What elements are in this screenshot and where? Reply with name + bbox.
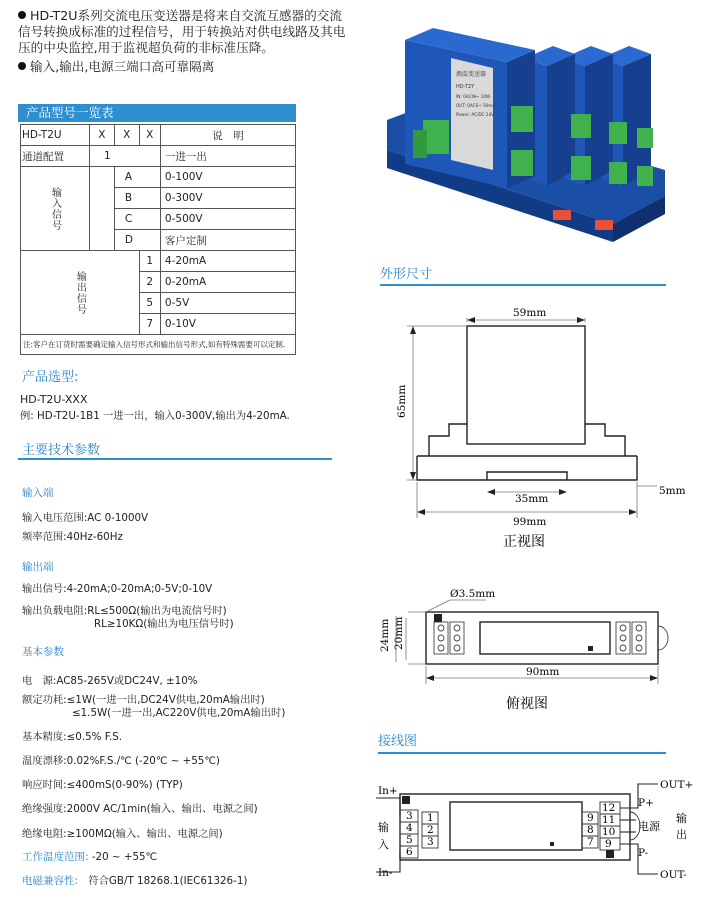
terminal-number: 3 bbox=[406, 810, 413, 822]
dim-width-35: 35mm bbox=[515, 493, 549, 505]
dim-width-90: 90mm bbox=[526, 666, 560, 678]
output-desc: 4-20mA bbox=[160, 251, 295, 272]
dims-title: 外形尺寸 bbox=[380, 267, 433, 282]
output-label-char: 输 bbox=[676, 812, 687, 825]
power-label: 电源 bbox=[638, 820, 660, 833]
front-view-caption: 正视图 bbox=[503, 534, 545, 550]
terminal-number: 6 bbox=[406, 846, 413, 858]
temperature-drift: 温度漂移:0.02%F.S./℃ (-20℃ ~ +55℃) bbox=[22, 755, 220, 767]
model-table bbox=[20, 124, 296, 355]
insulation-strength: 绝缘强度:2000V AC/1min(输入、输出、电源之间) bbox=[22, 803, 258, 815]
terminal-number: 9 bbox=[605, 838, 612, 850]
consumption-ac: ≤1.5W(一进一出,AC220V供电,20mA输出时) bbox=[72, 707, 286, 719]
output-code: 1 bbox=[139, 251, 160, 272]
specs-title: 主要技术参数 bbox=[22, 443, 101, 458]
wiring-diagram bbox=[370, 776, 700, 896]
terminal-number: 4 bbox=[406, 822, 413, 834]
input-desc: 0-300V bbox=[160, 188, 295, 209]
accuracy: 基本精度:≤0.5% F.S. bbox=[22, 731, 123, 743]
product-label-line: OUT: 0ACS~ 50mA bbox=[456, 103, 496, 108]
input-code: B bbox=[114, 188, 160, 209]
bullet-icon bbox=[18, 11, 26, 19]
dim-width-59: 59mm bbox=[513, 307, 547, 319]
input-label: 输入信号 bbox=[49, 186, 61, 231]
product-label-line: 测温变送器 bbox=[456, 71, 487, 78]
terminal-number: 11 bbox=[602, 814, 616, 826]
table-row bbox=[21, 146, 296, 167]
input-plus-label: In+ bbox=[378, 785, 398, 797]
table-row bbox=[21, 125, 296, 146]
output-label-char: 出 bbox=[676, 828, 687, 841]
emc-label: 电磁兼容性: bbox=[22, 875, 79, 887]
output-code: 2 bbox=[139, 272, 160, 293]
dim-width-99: 99mm bbox=[513, 516, 547, 528]
front-view-drawing bbox=[395, 296, 695, 558]
output-desc: 0-10V bbox=[160, 314, 295, 335]
top-view-drawing bbox=[370, 580, 690, 720]
input-label-char: 入 bbox=[378, 838, 389, 851]
empty-cell bbox=[90, 167, 115, 251]
dim-height-20: 20mm bbox=[393, 616, 405, 650]
power-minus-label: P- bbox=[638, 847, 649, 859]
divider bbox=[18, 458, 332, 460]
model-code-cell: HD-T2U bbox=[21, 125, 90, 146]
terminal-number: 3 bbox=[427, 836, 434, 848]
product-photo bbox=[375, 10, 675, 242]
input-minus-label: In- bbox=[378, 867, 393, 879]
consumption-dc: 额定功耗:≤1W(一进一出,DC24V供电,20mA输出时) bbox=[22, 694, 265, 706]
channel-code: 1 bbox=[90, 146, 161, 167]
terminal-number: 2 bbox=[427, 824, 434, 836]
table-row bbox=[21, 167, 296, 188]
bullet-icon bbox=[18, 62, 26, 70]
input-voltage: 输入电压范围:AC 0-1000V bbox=[22, 512, 149, 524]
load-voltage: RL≥10KΩ(输出为电压信号时) bbox=[94, 618, 234, 630]
working-temp-value: -20 ~ +55℃ bbox=[91, 851, 158, 863]
output-code: 5 bbox=[139, 293, 160, 314]
intro-paragraph: HD-T2U系列交流电压变送器是将来自交流互感器的交流信号转换成标准的过程信号，用于转换站对供电线路及其电压的中央监控,用于监视超负荷的非标准压降。 bbox=[18, 8, 346, 55]
input-desc: 0-500V bbox=[160, 209, 295, 230]
model-table-title: 产品型号一览表 bbox=[18, 104, 296, 122]
output-section-title: 输出端 bbox=[22, 561, 54, 573]
table-row bbox=[21, 251, 296, 272]
output-plus-label: OUT+ bbox=[660, 779, 694, 791]
output-code: 7 bbox=[139, 314, 160, 335]
output-desc: 0-20mA bbox=[160, 272, 295, 293]
selection-title: 产品选型: bbox=[22, 370, 79, 385]
product-label-line: HD-T2Y bbox=[456, 84, 475, 90]
input-label-cell bbox=[21, 167, 90, 251]
input-label-char: 输 bbox=[378, 821, 389, 834]
output-desc: 0-5V bbox=[160, 293, 295, 314]
hole-diameter: Ø3.5mm bbox=[450, 588, 496, 600]
terminal-number: 1 bbox=[427, 812, 434, 824]
terminal-number: 9 bbox=[587, 812, 594, 824]
channel-label: 通道配置 bbox=[21, 146, 90, 167]
input-code: D bbox=[114, 230, 160, 251]
table-note: 注:客户在订货时需要确定输入信号形式和输出信号形式,如有特殊需要可以定制. bbox=[21, 335, 296, 355]
terminal-number: 5 bbox=[406, 834, 413, 846]
frequency: 频率范围:40Hz-60Hz bbox=[22, 531, 123, 543]
terminal-number: 10 bbox=[602, 826, 616, 838]
top-view-caption: 俯视图 bbox=[506, 696, 548, 712]
response-time: 响应时间:≤400mS(0-90%) (TYP) bbox=[22, 779, 183, 791]
selection-example: 例: HD-T2U-1B1 一进一出，输入0-300V,输出为4-20mA. bbox=[20, 410, 290, 422]
output-minus-label: OUT- bbox=[660, 869, 687, 881]
load-current: 输出负载电阻:RL≤500Ω(输出为电流信号时) bbox=[22, 605, 227, 617]
basic-section-title: 基本参数 bbox=[22, 646, 64, 658]
wiring-title: 接线图 bbox=[378, 734, 418, 749]
table-row bbox=[21, 335, 296, 355]
insulation-resistance: 绝缘电阻:≥100MΩ(输入、输出、电源之间) bbox=[22, 828, 223, 840]
channel-desc: 一进一出 bbox=[160, 146, 295, 167]
emc bbox=[22, 872, 247, 888]
dim-height-24: 24mm bbox=[379, 618, 391, 652]
input-code: A bbox=[114, 167, 160, 188]
input-code: C bbox=[114, 209, 160, 230]
intro-isolation: 输入,输出,电源三端口高可靠隔离 bbox=[30, 59, 215, 74]
input-desc: 客户定制 bbox=[160, 230, 295, 251]
intro-text bbox=[18, 8, 353, 75]
output-label: 输出信号 bbox=[74, 270, 86, 315]
emc-value: 符合GB/T 18268.1(IEC61326-1) bbox=[88, 875, 248, 887]
dim-height-65: 65mm bbox=[396, 384, 408, 418]
x-cell: X bbox=[114, 125, 139, 146]
x-cell: X bbox=[139, 125, 160, 146]
working-temp-label: 工作温度范围: bbox=[22, 851, 89, 863]
desc-header: 说 明 bbox=[160, 125, 295, 146]
divider bbox=[380, 284, 666, 286]
working-temperature bbox=[22, 849, 157, 864]
terminal-number: 12 bbox=[602, 802, 616, 814]
output-signal: 输出信号:4-20mA;0-20mA;0-5V;0-10V bbox=[22, 583, 213, 595]
output-label-cell bbox=[21, 251, 140, 335]
selection-model: HD-T2U-XXX bbox=[20, 393, 88, 406]
dim-depth-5: 5mm bbox=[659, 485, 686, 497]
product-label-line: IN: 0ACIN~ 10W bbox=[456, 94, 491, 99]
x-cell: X bbox=[90, 125, 115, 146]
terminal-number: 7 bbox=[587, 836, 594, 848]
terminal-number: 8 bbox=[587, 824, 594, 836]
input-desc: 0-100V bbox=[160, 167, 295, 188]
product-label-line: Power: AC/DC 24V bbox=[456, 112, 495, 117]
power-supply: 电 源:AC85-265V或DC24V, ±10% bbox=[22, 675, 198, 687]
power-plus-label: P+ bbox=[638, 797, 654, 809]
input-section-title: 输入端 bbox=[22, 487, 54, 499]
divider bbox=[378, 752, 666, 754]
